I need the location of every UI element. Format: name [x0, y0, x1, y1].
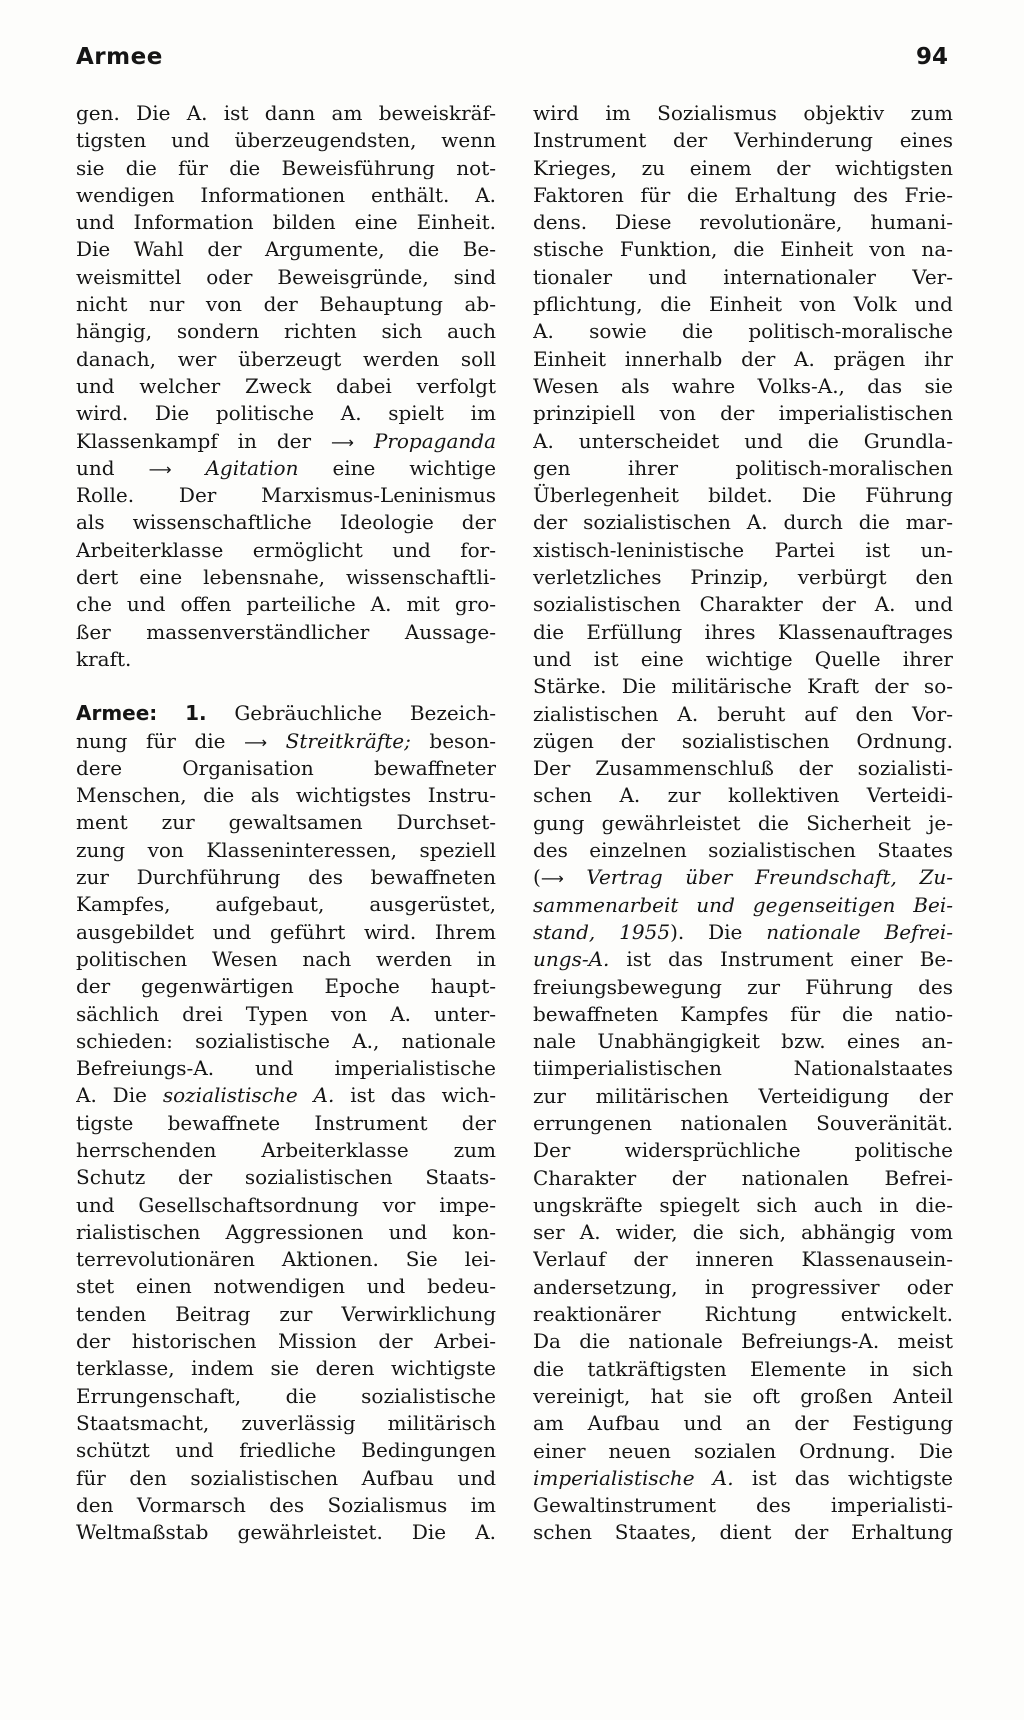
text-line-xref-streitkraefte	[76, 728, 496, 755]
text-line: A. sowie die politisch-moralische	[533, 319, 953, 344]
text-line: pflichtung, die Einheit von Volk und	[533, 292, 953, 317]
text-line: zialistischen A. beruht auf den Vor-	[533, 701, 953, 726]
imperial-post: ist das wichtigste	[751, 1465, 953, 1490]
entry-first-line	[76, 700, 496, 727]
text-line: sie die für die Beweisführung not-	[76, 155, 496, 180]
text-line-imperialistische	[533, 1465, 953, 1492]
text-line: Da die nationale Befreiungs-A. meist	[533, 1329, 953, 1354]
text-line: Arbeiterklasse ermöglicht und for-	[76, 537, 496, 562]
text-line: ßer massenverständlicher Aussage-	[76, 619, 496, 644]
text-line: die tatkräftigsten Elemente in sich	[533, 1356, 953, 1381]
term-nationale-befreiungs-armee-end: ungs-A.	[533, 947, 610, 972]
text-line: schützt und friedliche Bedingungen	[76, 1438, 496, 1463]
text-line: und Gesellschaftsordnung vor impe-	[76, 1192, 496, 1217]
text-line: nicht nur von der Behauptung ab-	[76, 292, 496, 317]
text-line: den Vormarsch des Sozialismus im	[76, 1492, 496, 1517]
paren-close: ).	[670, 919, 685, 944]
left-column	[76, 100, 496, 1546]
entry-body	[76, 755, 496, 1083]
text-line-sozialistische	[76, 1082, 496, 1109]
sense-number: 1.	[185, 701, 207, 726]
text-line: schen Staates, dient der Erhaltung	[533, 1520, 953, 1545]
cross-reference-arrow-icon: ⟶	[331, 432, 354, 452]
text-line: Stärke. Die militärische Kraft der so-	[533, 674, 953, 699]
text-line: errungenen nationalen Souveränität.	[533, 1110, 953, 1135]
text-line: Gewaltinstrument des imperialisti-	[533, 1493, 953, 1518]
text-line: der sozialistischen A. durch die mar-	[533, 510, 953, 535]
text-line: Der Zusammenschluß der sozialisti-	[533, 756, 953, 781]
text-line: Überlegenheit bildet. Die Führung	[533, 483, 953, 508]
text-line: zügen der sozialistischen Ordnung.	[533, 728, 953, 753]
text-line: bewaffneten Kampfes für die natio-	[533, 1001, 953, 1026]
term-imperialistische-armee: imperialistische A.	[533, 1465, 734, 1490]
text-line: stet einen notwendigen und bedeu-	[76, 1274, 496, 1299]
text-line: tigste bewaffnete Instrument der	[76, 1110, 496, 1135]
xref-pre: und	[76, 455, 115, 480]
text-line: und ist eine wichtige Quelle ihrer	[533, 646, 953, 671]
cross-reference-arrow-icon: ⟶	[148, 459, 172, 479]
text-line: Weltmaßstab gewährleistet. Die A.	[76, 1520, 496, 1545]
text-line: die Erfüllung ihres Klassenauftrages	[533, 619, 953, 644]
text-line: prinzipiell von der imperialistischen	[533, 401, 953, 426]
entry-gap	[76, 673, 496, 700]
text-line-treaty-3	[533, 919, 953, 946]
text-line: ausgebildet und geführt wird. Ihrem	[76, 919, 496, 944]
text-line-treaty-2	[533, 892, 953, 919]
text-line: Menschen, die als wichtigstes Instru-	[76, 783, 496, 808]
xref-post: eine wichtige	[332, 455, 496, 480]
text-line: Charakter der nationalen Befrei-	[533, 1165, 953, 1190]
text-line: tionaler und internationaler Ver-	[533, 264, 953, 289]
text-line: ungskräfte spiegelt sich auch in die-	[533, 1192, 953, 1217]
text-line: sächlich drei Typen von A. unter-	[76, 1001, 496, 1026]
text-line: Verlauf der inneren Klassenausein-	[533, 1247, 953, 1272]
cross-reference-arrow-icon: ⟶	[244, 732, 268, 752]
text-line: wendigen Informationen enthält. A.	[76, 182, 496, 207]
text-line: Faktoren für die Erhaltung des Frie-	[533, 182, 953, 207]
page-number: 94	[915, 44, 948, 70]
text-line: am Aufbau und an der Festigung	[533, 1411, 953, 1436]
text-line: schen A. zur kollektiven Verteidi-	[533, 783, 953, 808]
text-line: und welcher Zweck dabei verfolgt	[76, 373, 496, 398]
text-line: weismittel oder Beweisgründe, sind	[76, 264, 496, 289]
text-line: schieden: sozialistische A., nationale	[76, 1028, 496, 1053]
cross-reference-agitation[interactable]: Agitation	[205, 455, 299, 480]
text-line: politischen Wesen nach werden in	[76, 946, 496, 971]
text-line: kraft.	[76, 646, 132, 671]
header-word: Armee	[76, 44, 163, 70]
text-line: Krieges, zu einem der wichtigsten	[533, 155, 953, 180]
entry-body-continued	[76, 1110, 496, 1547]
right-paragraph-continued	[533, 974, 953, 1465]
text-line: herrschenden Arbeiterklasse zum	[76, 1137, 496, 1162]
text-line: andersetzung, in progressiver oder	[533, 1274, 953, 1299]
xref-post: beson-	[429, 728, 496, 753]
text-line: sozialistischen Charakter der A. und	[533, 592, 953, 617]
continuation-paragraph-end	[76, 482, 496, 673]
cross-reference-treaty-end[interactable]: stand, 1955	[533, 919, 671, 944]
treaty-line4-post: ist das Instrument einer Be-	[626, 947, 953, 972]
text-line: reaktionärer Richtung entwickelt.	[533, 1302, 953, 1327]
text-line: tenden Beitrag zur Verwirklichung	[76, 1301, 496, 1326]
running-header	[76, 44, 948, 84]
sozial-post: ist das wich-	[350, 1083, 496, 1108]
text-line: rialistischen Aggressionen und kon-	[76, 1219, 496, 1244]
text-line: Wesen als wahre Volks-A., das sie	[533, 373, 953, 398]
text-line: dens. Diese revolutionäre, humani-	[533, 210, 953, 235]
text-line: verletzliches Prinzip, verbürgt den	[533, 565, 953, 590]
text-line: che und offen parteiliche A. mit gro-	[76, 592, 496, 617]
text-line: A. unterscheidet und die Grundla-	[533, 428, 953, 453]
text-line: der gegenwärtigen Epoche haupt-	[76, 974, 496, 999]
text-line: danach, wer überzeugt werden soll	[76, 346, 496, 371]
cross-reference-treaty[interactable]: Vertrag über Freundschaft, Zu-	[586, 865, 953, 890]
text-line: dert eine lebensnahe, wissenschaftli-	[76, 565, 496, 590]
text-line: gen. Die A. ist dann am beweiskräf-	[76, 101, 496, 125]
text-line-treaty-4	[533, 946, 953, 973]
sozial-pre: A. Die	[76, 1083, 147, 1108]
entry-lemma: Armee:	[76, 701, 158, 726]
text-line: Einheit innerhalb der A. prägen ihr	[533, 346, 953, 371]
continuation-paragraph	[76, 100, 496, 428]
xref-pre: nung für die	[76, 728, 226, 753]
text-line: und Information bilden eine Einheit.	[76, 210, 496, 235]
text-line: Der widersprüchliche politische	[533, 1138, 953, 1163]
text-line: nale Unabhängigkeit bzw. eines an-	[533, 1029, 953, 1054]
text-line: Errungenschaft, die sozialistische	[76, 1383, 496, 1408]
text-line: freiungsbewegung zur Führung des	[533, 974, 953, 999]
text-line: Befreiungs-A. und imperialistische	[76, 1056, 496, 1081]
right-column	[533, 100, 953, 1547]
text-line: Staatsmacht, zuverlässig militärisch	[76, 1410, 496, 1435]
cross-reference-streitkraefte[interactable]: Streitkräfte;	[285, 728, 411, 753]
text-line: ment zur gewaltsamen Durchset-	[76, 810, 496, 835]
text-line: ser A. wider, die sich, abhängig vom	[533, 1220, 953, 1245]
text-line: zung von Klasseninteressen, speziell	[76, 837, 496, 862]
text-line: Kampfes, aufgebaut, ausgerüstet,	[76, 892, 496, 917]
text-line: als wissenschaftliche Ideologie der	[76, 510, 496, 535]
text-line: für den sozialistischen Aufbau und	[76, 1465, 496, 1490]
text-line-xref-agitation	[76, 455, 496, 482]
cross-reference-propaganda[interactable]: Propaganda	[373, 428, 496, 453]
text-line: gen ihrer politisch-moralischen	[533, 455, 953, 480]
text-line: tigsten und überzeugendsten, wenn	[76, 128, 496, 153]
text-line: Die Wahl der Argumente, die Be-	[76, 237, 496, 262]
text-line: des einzelnen sozialistischen Staates	[533, 838, 953, 863]
text-line: hängig, sondern richten sich auch	[76, 319, 496, 344]
cross-reference-arrow-icon: ⟶	[540, 869, 564, 889]
text-line: Rolle. Der Marxismus-Leninismus	[76, 483, 496, 508]
text-line: stische Funktion, die Einheit von na-	[533, 237, 953, 262]
text-line: dere Organisation bewaffneter	[76, 755, 496, 780]
text-line: wird im Sozialismus objektiv zum	[533, 101, 953, 125]
text-line: Instrument der Verhinderung eines	[533, 128, 953, 153]
text-line-xref-propaganda	[76, 428, 496, 455]
text-line: einer neuen sozialen Ordnung. Die	[533, 1438, 953, 1463]
text-line: Schutz der sozialistischen Staats-	[76, 1165, 496, 1190]
text-line: zur militärischen Verteidigung der	[533, 1083, 953, 1108]
xref-pre: Klassenkampf in der	[76, 428, 312, 453]
text-line: wird. Die politische A. spielt im	[76, 401, 496, 426]
text-line: tiimperialistischen Nationalstaates	[533, 1056, 953, 1081]
text-line: terrevolutionären Aktionen. Sie lei-	[76, 1247, 496, 1272]
text-line: xistisch-leninistische Partei ist un-	[533, 537, 953, 562]
entry-first-text: Gebräuchliche Bezeich-	[234, 701, 496, 726]
right-paragraph	[533, 100, 953, 864]
term-sozialistische-armee: sozialistische A.	[162, 1083, 335, 1108]
term-nationale-befreiungs-armee: nationale Befrei-	[766, 919, 953, 944]
text-line: zur Durchführung des bewaffneten	[76, 865, 496, 890]
right-paragraph-end	[533, 1492, 953, 1547]
paren-open: (	[533, 865, 541, 890]
text-line: gung gewährleistet die Sicherheit je-	[533, 810, 953, 835]
cross-reference-treaty-continued[interactable]: sammenarbeit und gegenseitigen Bei-	[533, 892, 953, 917]
text-line-treaty-1	[533, 864, 953, 891]
text-line: terklasse, indem sie deren wichtigste	[76, 1356, 496, 1381]
text-line: vereinigt, hat sie oft großen Anteil	[533, 1383, 953, 1408]
treaty-post: Die	[708, 919, 743, 944]
text-line: der historischen Mission der Arbei-	[76, 1329, 496, 1354]
